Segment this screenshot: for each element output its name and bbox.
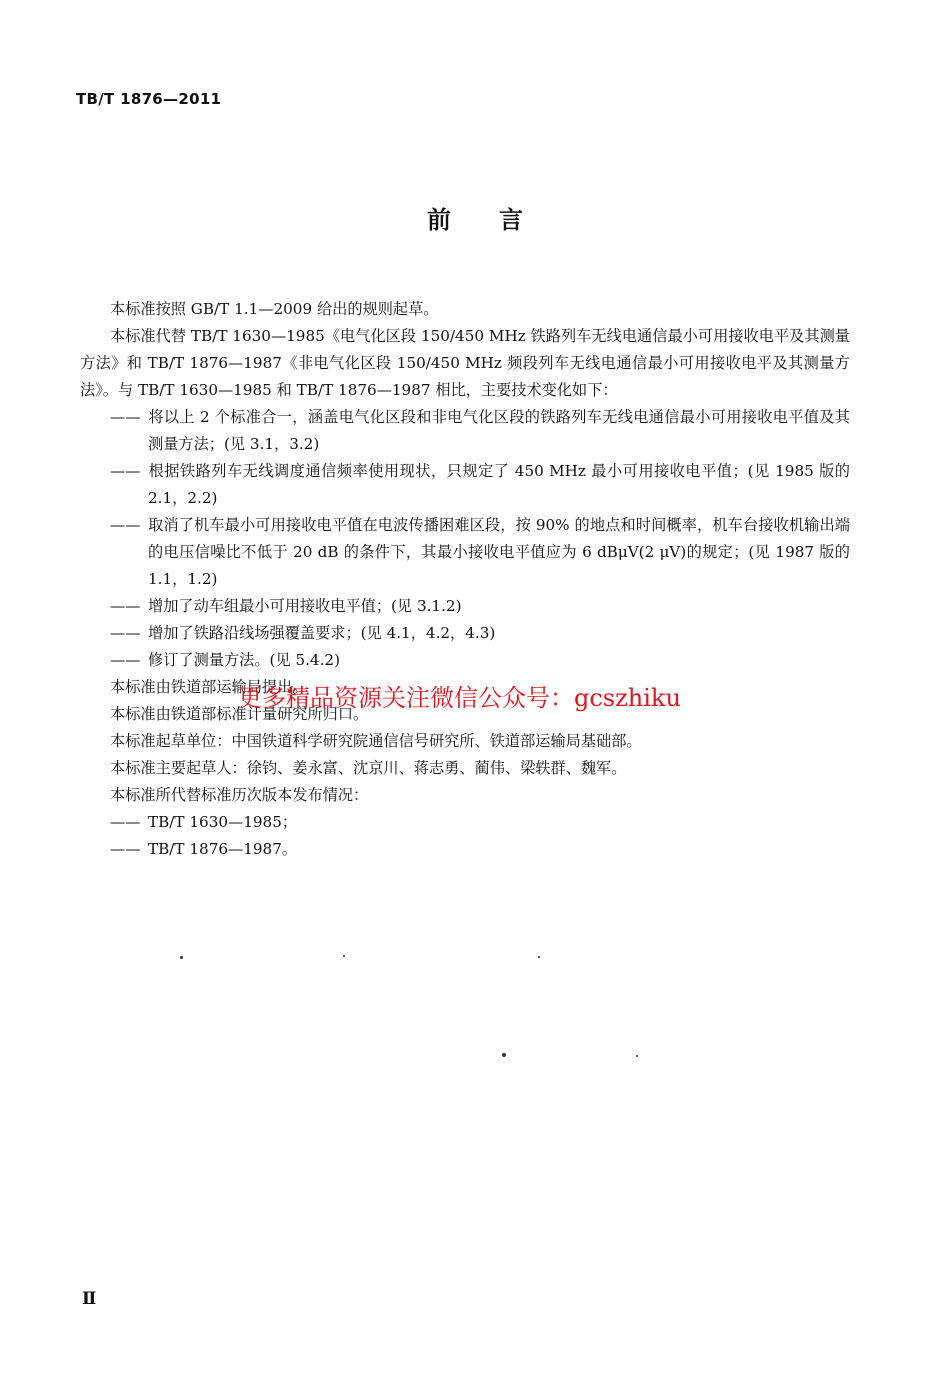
dash-marker: —— [110,462,141,480]
history-text: TB/T 1630—1985； [148,813,298,831]
paragraph-drafters: 本标准主要起草人：徐钧、姜永富、沈京川、蒋志勇、蔺伟、梁轶群、魏军。 [110,759,627,777]
change-item [110,458,850,512]
history-text: TB/T 1876—1987。 [148,840,298,858]
scan-speck [180,956,183,959]
change-text: 取消了机车最小可用接收电平值在电波传播困难区段，按 90% 的地点和时间概率，机车台接收机输出端的电压信噪比不低于 20 dB 的条件下，其最小接收电平值应为 6 dBμV(2 μV)的规定；(见 1987 版的 1.1，1.2) [148,516,850,588]
dash-marker: —— [110,516,141,534]
change-text: 增加了动车组最小可用接收电平值；(见 3.1.2) [148,597,462,615]
change-text: 修订了测量方法。(见 5.4.2) [148,651,341,669]
paragraph-drafting-rule: 本标准按照 GB/T 1.1—2009 给出的规则起草。 [110,300,439,318]
dash-marker: —— [110,597,141,615]
paragraph-replacement: 本标准代替 TB/T 1630—1985《电气化区段 150/450 MHz 铁路列车无线电通信最小可用接收电平及其测量方法》和 TB/T 1876—1987《非电气化区段 150/450 MHz 频段列车无线电通信最小可用接收电平及其测量方法》。与 TB/T 1630—1985 和 TB/T 1876—1987 相比，主要技术变化如下： [80,327,850,399]
history-item [110,809,850,836]
dash-marker: —— [110,840,141,858]
history-item [110,836,850,863]
paragraph-administrator: 本标准由铁道部标准计量研究所归口。 [110,705,369,723]
paragraph-history-intro: 本标准所代替标准历次版本发布情况： [110,786,369,804]
standard-code-header: TB/T 1876—2011 [76,90,222,108]
paragraph-proposer: 本标准由铁道部运输局提出。 [110,678,308,696]
page-number: Ⅱ [82,1289,97,1309]
watermark-text: 更多精品资源关注微信公众号：gcszhiku [238,684,681,712]
change-item [110,620,850,647]
dash-marker: —— [110,813,141,831]
scan-speck [636,1055,638,1057]
scan-speck [343,955,345,957]
change-item [110,512,850,593]
change-item [110,404,850,458]
scan-speck [502,1053,506,1057]
change-text: 增加了铁路沿线场强覆盖要求；(见 4.1，4.2，4.3) [148,624,496,642]
dash-marker: —— [110,651,141,669]
change-text: 根据铁路列车无线调度通信频率使用现状，只规定了 450 MHz 最小可用接收电平值；(见 1985 版的 2.1，2.2) [148,462,850,507]
paragraph-drafting-units: 本标准起草单位：中国铁道科学研究院通信信号研究所、铁道部运输局基础部。 [110,732,642,750]
change-item [110,647,850,674]
scan-speck [538,956,540,958]
foreword-body [80,296,850,863]
change-text: 将以上 2 个标准合一，涵盖电气化区段和非电气化区段的铁路列车无线电通信最小可用接收电平值及其测量方法；(见 3.1，3.2) [148,408,850,453]
page-title: 前言 [427,206,571,234]
change-item [110,593,850,620]
dash-marker: —— [110,624,141,642]
dash-marker: —— [110,408,141,426]
